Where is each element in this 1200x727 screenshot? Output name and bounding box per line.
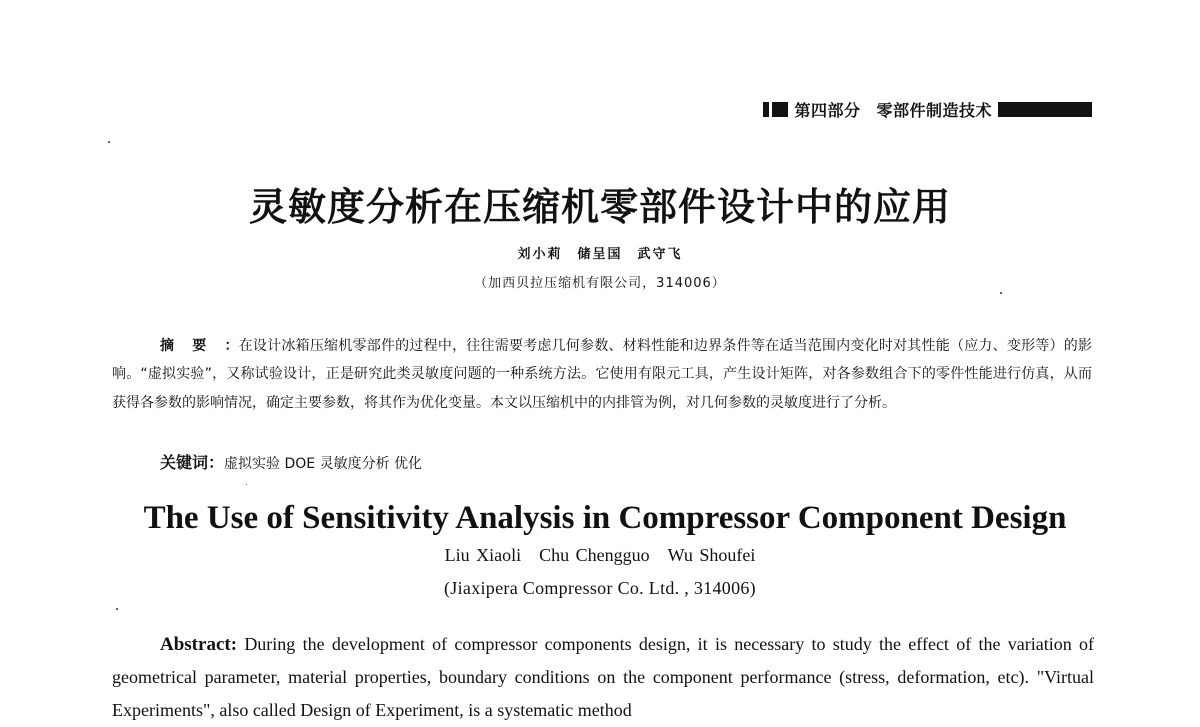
chinese-keywords-colon: ： — [208, 453, 225, 472]
running-header — [706, 97, 1092, 121]
english-abstract-colon: : — [230, 634, 238, 655]
chinese-keywords-text: 虚拟实验 DOE 灵敏度分析 优化 — [224, 456, 423, 472]
english-abstract-text: During the development of compressor components design, it is necessary to study the effect of the variation of geometrical parameter, material properties, boundary conditions on the component performance (stress, deformation, etc). "Virtual Experiments", also called Design of Experiment, is a systematic method — [112, 634, 1094, 720]
chinese-title: 灵敏度分析在压缩机零部件设计中的应用 — [248, 184, 951, 229]
english-author-2: Chu Chengguo — [539, 545, 650, 565]
scan-speck — [116, 608, 118, 610]
scan-speck — [246, 484, 247, 485]
english-affiliation: (Jiaxipera Compressor Co. Ltd. , 314006) — [444, 578, 756, 598]
chinese-affiliation: （加西贝拉压缩机有限公司，314006） — [474, 276, 726, 291]
header-bar-decoration — [998, 102, 1092, 117]
chinese-authors: 刘小莉 储呈国 武守飞 — [517, 247, 683, 262]
chinese-abstract-colon: ： — [224, 338, 239, 354]
header-section-label: 零部件制造技术 — [876, 100, 992, 120]
english-author-1: Liu Xiaoli — [444, 545, 522, 565]
chinese-abstract — [112, 332, 1092, 417]
scan-speck — [108, 141, 110, 143]
chinese-keywords — [160, 449, 422, 478]
english-abstract — [112, 628, 1094, 727]
chinese-keywords-label: 关键词 — [160, 453, 209, 472]
english-title: The Use of Sensitivity Analysis in Compressor Component Design — [143, 500, 1067, 536]
chinese-abstract-text: 在设计冰箱压缩机零部件的过程中，往往需要考虑几何参数、材料性能和边界条件等在适当范围内变化时对其性能（应力、变形等）的影响。“虚拟实验”，又称试验设计，正是研究此类灵敏度问题的一种系统方法。它使用有限元工具，产生设计矩阵，对各参数组合下的零件性能进行仿真，从而获得各参数的影响情况，确定主要参数，将其作为优化变量。本文以压缩机中的内排管为例，对几何参数的灵敏度进行了分析。 — [112, 338, 1093, 411]
english-abstract-label: Abstract — [160, 634, 231, 655]
header-marker-icon — [763, 102, 788, 117]
english-authors — [0, 545, 1200, 566]
chinese-abstract-label: 摘要 — [160, 338, 225, 354]
scan-speck — [1000, 292, 1002, 294]
english-author-3: Wu Shoufei — [667, 545, 756, 565]
header-part-label: 第四部分 — [794, 100, 861, 120]
